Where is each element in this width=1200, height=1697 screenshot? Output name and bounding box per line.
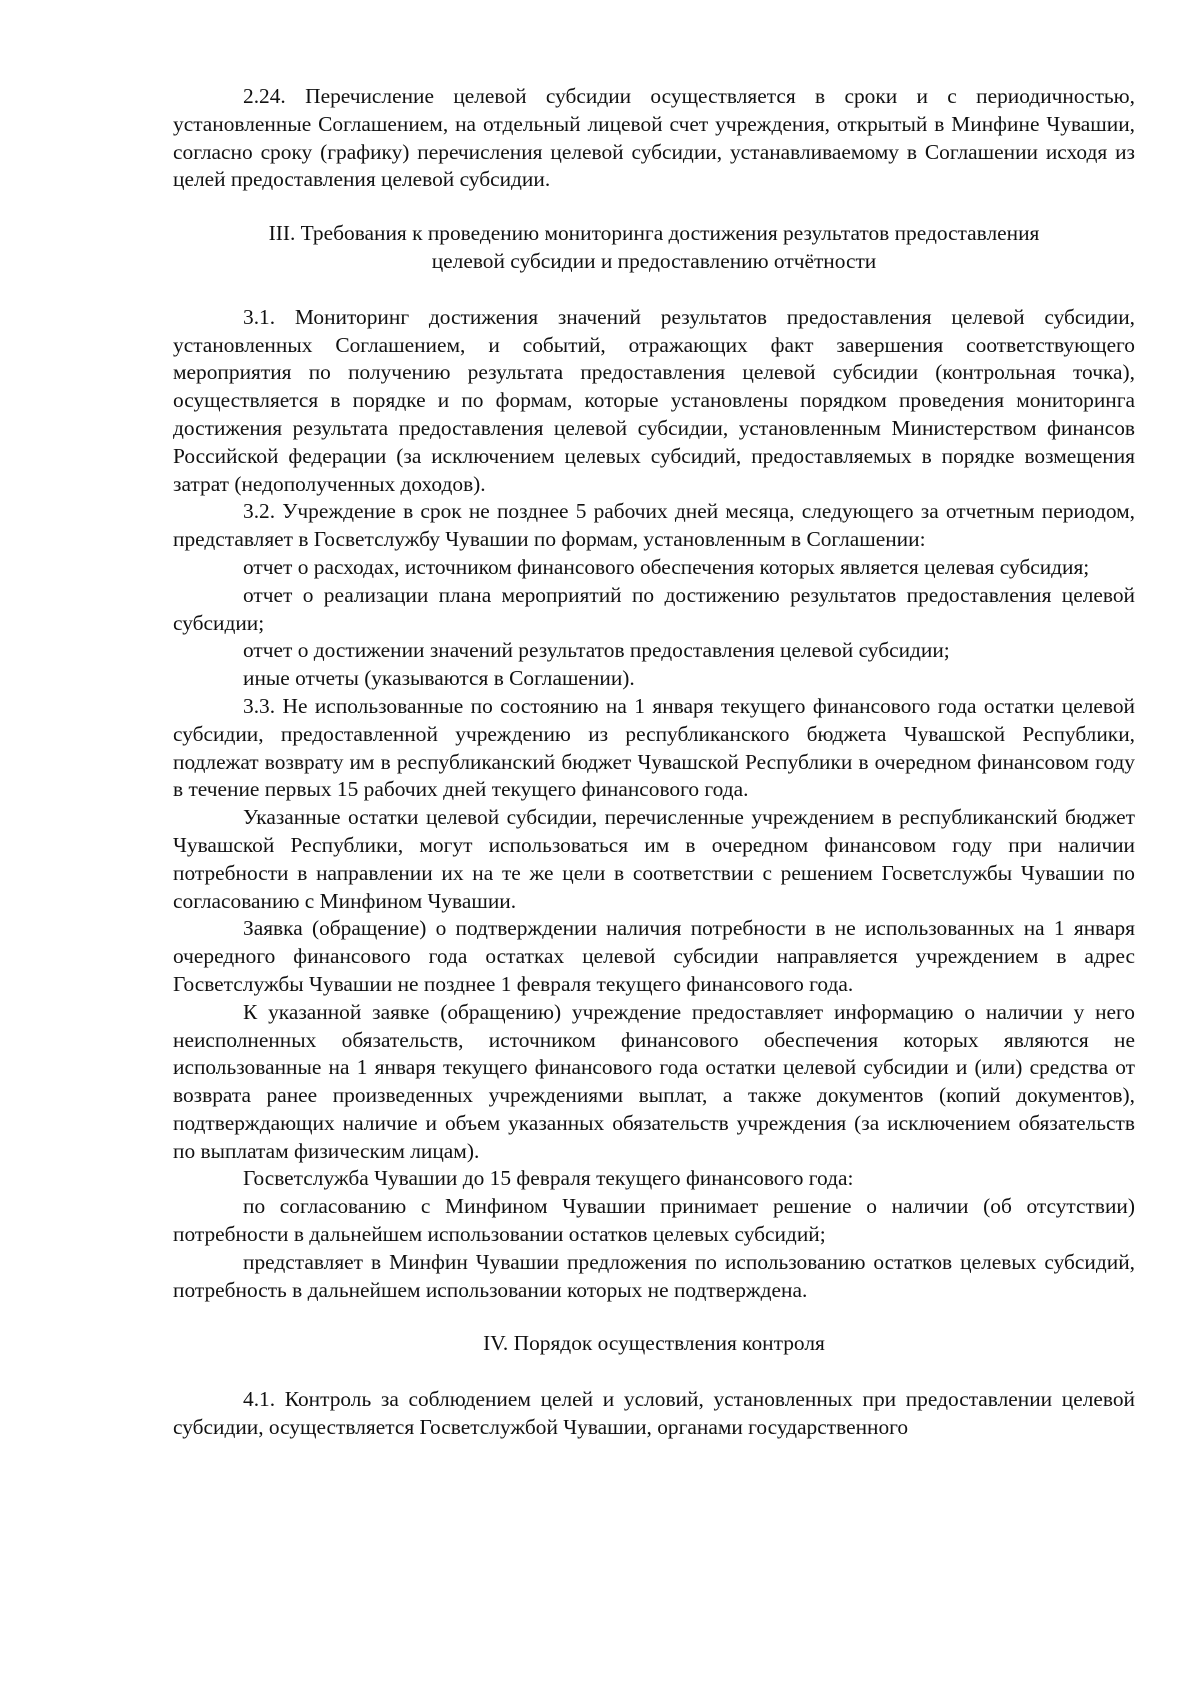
paragraph-3-2-item-other: иные отчеты (указываются в Соглашении).	[243, 666, 635, 691]
section-3-title	[173, 220, 1135, 276]
paragraph-3-1: 3.1. Мониторинг достижения значений результатов предоставления целевой субсидии, установленных Соглашением, и событий, отражающих факт завершения соответствующего мероприятия по получению результата предоставления целевой субсидии (контрольная точка), осуществляется в порядке и по формам, которые установлены порядком проведения мониторинга достижения результата предоставления целевой субсидии, установленным Министерством финансов Российской федерации (за исключением целевых субсидий, предоставляемых в порядке возмещения затрат (недополученных доходов).	[173, 304, 1135, 496]
section-3-title-line-2: целевой субсидии и предоставлению отчётности	[431, 248, 877, 273]
paragraph-3-2: 3.2. Учреждение в срок не позднее 5 рабочих дней месяца, следующего за отчетным периодом, представляет в Госветслужбу Чувашии по формам, установленным в Соглашении:	[173, 499, 1135, 552]
paragraph-3-3-remainders: Указанные остатки целевой субсидии, перечисленные учреждением в республиканский бюджет Чувашской Республики, могут использоваться им в очередном финансовом году при наличии потребности в направлении их на те же цели в соответствии с решением Госветслужбы Чувашии по согласованию с Минфином Чувашии.	[173, 805, 1135, 913]
paragraph-3-2-item-results: отчет о достижении значений результатов предоставления целевой субсидии;	[243, 638, 950, 663]
paragraph-3-3-information: К указанной заявке (обращению) учреждение предоставляет информацию о наличии у него неисполненных обязательств, источником финансового обеспечения которых являются не использованные на 1 января текущего финансового года остатки целевой субсидии и (или) средства от возврата ранее произведенных учреждениями выплат, а также документов (копий документов), подтверждающих наличие и объем указанных обязательств учреждения (за исключением обязательств по выплатам физическим лицам).	[173, 999, 1135, 1163]
document-page	[173, 83, 1135, 1442]
paragraph-3-3-request: Заявка (обращение) о подтверждении наличия потребности в не использованных на 1 января очередного финансового года остатках целевой субсидии направляется учреждением в адрес Госветслужбы Чувашии не позднее 1 февраля текущего финансового года.	[173, 916, 1135, 996]
paragraph-3-3: 3.3. Не использованные по состоянию на 1 января текущего финансового года остатки целевой субсидии, предоставленной учреждению из республиканского бюджета Чувашской Республики, подлежат возврату им в республиканский бюджет Чувашской Республики в очередном финансовом году в течение первых 15 рабочих дней текущего финансового года.	[173, 693, 1135, 802]
paragraph-3-3-decision: по согласованию с Минфином Чувашии принимает решение о наличии (об отсутствии) потребности в дальнейшем использовании остатков целевых субсидий;	[173, 1194, 1135, 1247]
paragraph-3-3-proposals: представляет в Минфин Чувашии предложения по использованию остатков целевых субсидий, потребность в дальнейшем использовании которых не подтверждена.	[173, 1249, 1135, 1302]
paragraph-3-2-item-plan: отчет о реализации плана мероприятий по достижению результатов предоставления целевой субсидии;	[173, 582, 1135, 635]
section-3-title-line-1: III. Требования к проведению мониторинга достижения результатов предоставления	[268, 221, 1040, 246]
paragraph-3-2-item-expenses: отчет о расходах, источником финансового обеспечения которых является целевая субсидия;	[243, 554, 1090, 579]
paragraph-2-24: 2.24. Перечисление целевой субсидии осуществляется в сроки и с периодичностью, установленные Соглашением, на отдельный лицевой счет учреждения, открытый в Минфине Чувашии, согласно сроку (графику) перечисления целевой субсидии, устанавливаемому в Соглашении исходя из целей предоставления целевой субсидии.	[173, 84, 1135, 192]
paragraph-4-1: 4.1. Контроль за соблюдением целей и условий, установленных при предоставлении целевой субсидии, осуществляется Госветслужбой Чувашии, органами государственного	[173, 1387, 1135, 1440]
section-4-title: IV. Порядок осуществления контроля	[483, 1331, 825, 1356]
paragraph-3-3-deadline: Госветслужба Чувашии до 15 февраля текущего финансового года:	[243, 1166, 854, 1191]
